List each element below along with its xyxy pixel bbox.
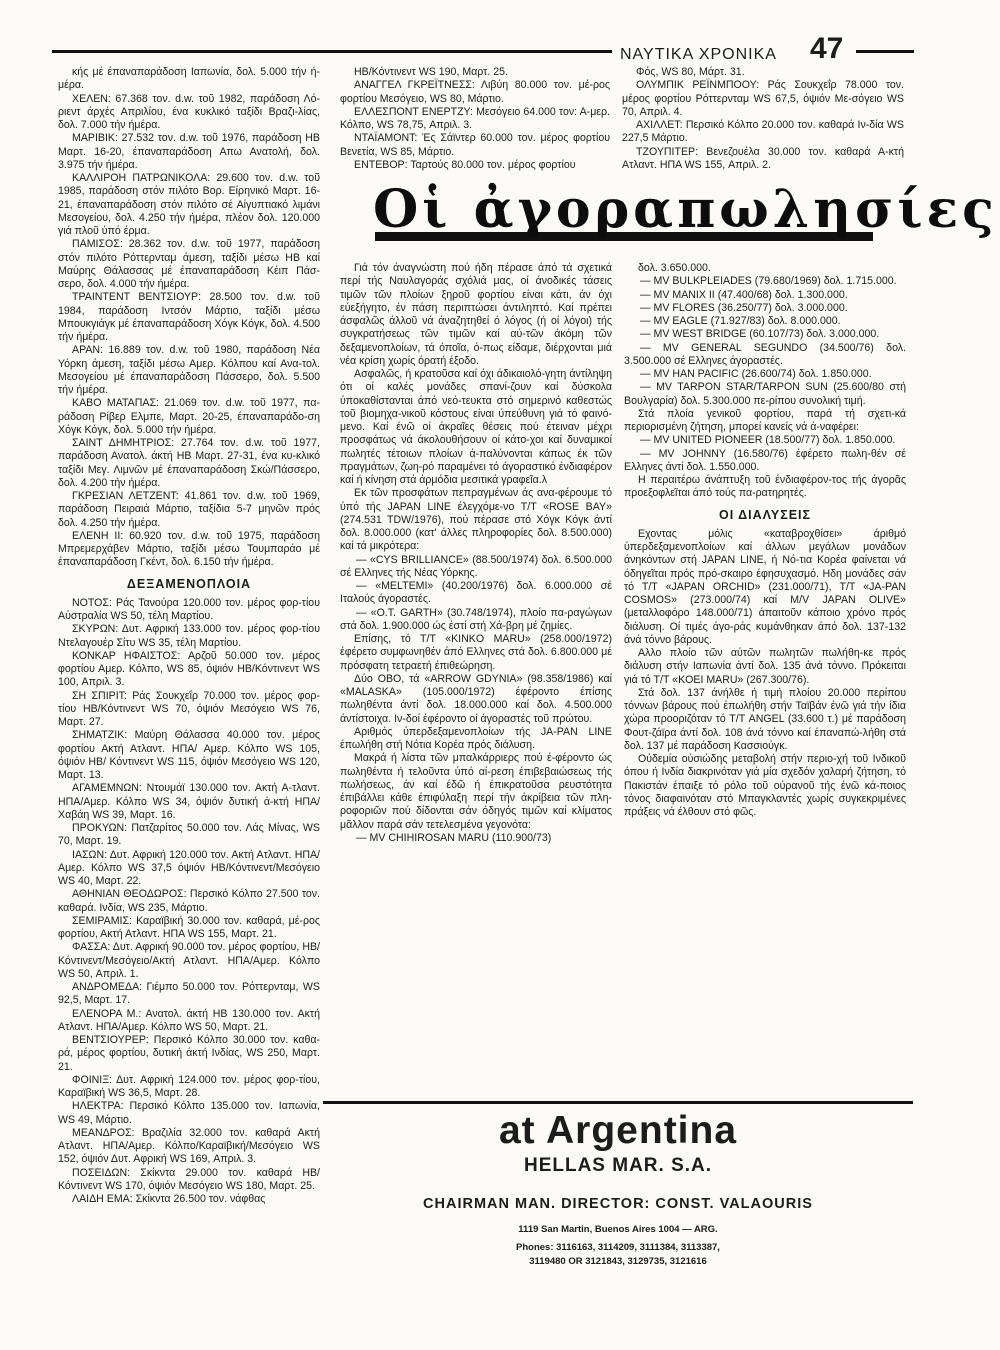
charter-entry: ΚΑΛΛΙΡΟΗ ΠΑΤΡΩΝΙΚΟΛΑ: 29.600 τον. d.w. τοῦ 1985, παράδοση στόν πιλότο Βορ. Είρηνικό Μαρτ. 16-21, έπαναπαράδοση στόν πιλότο σέ Αίγυπτιακό λιμάνι Μεσογείου, δολ. 4.250 τήν ήμέρα, πλέον δολ. 120.000 γιά πλοῦ ύπό έρμα.: [58, 172, 320, 237]
publication-title: ΝΑΥΤΙΚΑ ΧΡΟΝΙΚΑ: [620, 46, 777, 63]
tanker-entry: ΙΑΣΩΝ: Δυτ. Αφρική 120.000 τον. Ακτή Ατλαντ. ΗΠΑ/Αμερ. Κόλπο WS 37,5 όψιόν HB/Κόντινεντ/Μεσόγειο WS 40, Μαρτ. 22.: [58, 848, 320, 887]
charter-entry: ΜΑΡΙΒΙΚ: 27.532 τον. d.w. τοῦ 1976, παράδοση HB Μαρτ. 16-20, έπαναπαράδοση Απω Ανατολή, δολ. 3.975 τήν ήμέρα.: [58, 132, 320, 171]
tanker-entry: ΣΚΥΡΩΝ: Δυτ. Αφρική 133.000 τον. μέρος φορ-τίου Ντελαγουέρ Σίτυ WS 35, τέλη Μαρτίου.: [58, 623, 320, 649]
tanker-entry: ΠΟΣΕΙΔΩΝ: Σκίκντα 29.000 τον. καθαρά HB/Κόντινεντ WS 170, όψιόν Μεσόγειο WS 180, Μαρτ. 25.: [58, 1166, 320, 1192]
article-paragraph: — MV HAN PACIFIC (26.600/74) δολ. 1.850.000.: [640, 368, 872, 380]
tanker-entry: ΣΗΜΑΤΖΙΚ: Μαύρη Θάλασσα 40.000 τον. μέρος φορτίου Ακτή Ατλαντ. ΗΠΑ/ Αμερ. Κόλπο WS 105, όψιόν HB/ Κόντινεντ WS 115, όψιόν Μεσόγειο WS 120, Μαρτ. 13.: [58, 729, 320, 781]
header-rule-right: [856, 50, 914, 53]
article-paragraph: Αλλο πλοίο τῶν αύτῶν πωλητῶν πωλήθη-κε πρός διάλυση στήν Ιαπωνία άντί δολ. 135 άνά τόννο. Πρόκειται γιά τό Τ/Τ «KOEI MARU» (267.300/76).: [624, 647, 906, 686]
ad-company: HELLAS MAR. S.A.: [523, 1155, 713, 1176]
column-2-continued: [340, 66, 610, 171]
article-paragraph: Επίσης, τό Τ/Τ «KINKO MARU» (258.000/1972) έφέρετο συμφωνηθέν άπό Ελληνες στά δολ. 6.800.000 μέ πρόσφατη τετραετή έπιθεώρηση.: [340, 633, 612, 672]
article-paragraph: — «CYS BRILLIANCE» (88.500/1974) δολ. 6.500.000 σέ Ελληνες τής Νέας Υόρκης.: [340, 553, 612, 579]
charter-entry: κής μέ έπαναπαράδοση Ιαπωνία, δολ. 5.000 τήν ή-μέρα.: [58, 66, 320, 92]
article-paragraph: — MV TARPON STAR/TARPON SUN (25.600/80 στή Βουλγαρία) δολ. 5.300.000 πε-ρίπου συνολική τιμή.: [624, 381, 906, 407]
tanker-entry: ΜΕΑΝΔΡΟΣ: Βραζιλία 32.000 τον. καθαρά Ακτή Ατλαντ. ΗΠΑ/Αμερ. Κόλπο/Καραϊβική/Μεσόγειο WS 152, όψιόν Δυτ. Αφρική WS 169, Απριλ. 3.: [58, 1126, 320, 1166]
article-paragraph: — MV JOHNNY (16.580/76) έφέρετο πωλη-θέν σέ Ελληνες άντί δολ. 1.550.000.: [624, 447, 906, 473]
charter-entry: ΚΑΒΟ ΜΑΤΑΠΑΣ: 21.069 τον. d.w. τοῦ 1977, πα-ράδοση Ρίβερ Ελμπε, Μαρτ. 20-25, έπαναπαράδο-ση Χόγκ Κόγκ, δολ. 5.000 τήν ήμέρα.: [58, 397, 320, 436]
article-paragraph: Δύο OBO, τά «ARROW GDYNIA» (98.358/1986) καί «MALASKA» (105.000/1972) έφέροντο έπίσης πωληθέντα άντί δολ. 18.000.000 καί δολ. 4.500.000 άντίστοιχα. Ιν-δοί έφέροντο οί άγοραστές τοῦ πρώτου.: [340, 672, 612, 725]
charter-entry: ΧΕΛΕΝ: 67.368 τον. d.w. τοῦ 1982, παράδοση Λό-ριεντ άρχές Απριλίου, ένα κυκλικό ταξίδι Βραζι-λίας, δολ. 7.000 τήν ήμέρα.: [58, 92, 320, 131]
tanker-entry: Φός, WS 80, Μάρτ. 31.: [636, 66, 745, 78]
charter-entry: ΠΑΜΙΣΟΣ: 28.362 τον. d.w. τοῦ 1977, παράδοση στόν πιλότο Ρόττερνταμ άμεση, ταξίδι μέσω HB καί Μαύρης Θάλασσας μέ έπαναπαράδοση Κέιπ Πάσ-σερο, δολ. 4.000 τήν ήμέρα.: [58, 238, 320, 290]
ad-phones-2: 3119480 OR 3121843, 3129735, 3121616: [529, 1256, 707, 1267]
article-paragraph: — MV FLORES (36.250/77) δολ. 3.000.000.: [640, 301, 848, 314]
charter-entry: ΣΑΙΝΤ ΔΗΜΗΤΡΙΟΣ: 27.764 τον. d.w. τοῦ 1977, παράδοση Ανατολ. άκτή HB Μαρτ. 27-31, ένα κυ-κλικό ταξίδι Μεγ. Λιμνῶν μέ έπαναπαράδοση Σκώ/Πάσσερο, δολ. 4.200 τήν ήμέρα.: [58, 437, 320, 489]
tanker-entry: ΚΟΝΚΑΡ ΗΦΑΙΣΤΟΣ: Αρζοῦ 50.000 τον. μέρος φορτίου Αμερ. Κόλπο, WS 85, όψιόν HB/Κόντινεντ WS 100, Απριλ. 3.: [58, 649, 320, 689]
charter-entry: ΤΡΑΙΝΤΕΝΤ ΒΕΝΤΣΙΟΥΡ: 28.500 τον. d.w. τοῦ 1984, παράδοση Ιντσόν Μάρτιο, ταξίδι μέσω Μπουκγιάγκ μέ έπαναπαράδοση Χόγκ Κόγκ, δολ. 4.500 τήν ήμέρα.: [58, 291, 320, 343]
article-paragraph: Η περαιτέρω άνάπτυξη τοῦ ένδιαφέρον-τος τής άγορᾶς προεξοφλεῖται άπό τούς πα-ρατηρητές.: [624, 474, 906, 500]
ad-director: CHAIRMAN MAN. DIRECTOR: CONST. VALAOURIS: [423, 1196, 813, 1212]
charter-entry: ΕΛΕΝΗ ΙΙ: 60.920 τον. d.w. τοῦ 1975, παράδοση Μπρεμερχάβεν Μάρτιο, ταξίδι μέσω Τουμπαράο μέ έπαναπαράδοση Γκέντ, δολ. 6.150 τήν ήμέρα.: [58, 529, 320, 569]
tanker-entry: ΕΛΕΝΟΡΑ Μ.: Ανατολ. άκτή HB 130.000 τον. Ακτή Ατλαντ. ΗΠΑ/Αμερ. Κόλπο WS 50, Μαρτ. 21.: [58, 1007, 320, 1033]
tanker-entry: HB/Κόντινεντ WS 190, Μαρτ. 25.: [354, 66, 508, 78]
charter-list: [58, 66, 320, 570]
section-heading-tankers: ΔΕΞΑΜΕΝΟΠΛΟΙΑ: [126, 576, 252, 591]
tanker-entry: ΠΡΟΚΥΩΝ: Πατζαρίτος 50.000 τον. Λάς Μίνας, WS 70, Μαρτ. 19.: [58, 822, 320, 848]
tanker-entry: ΑΝΔΡΟΜΕΔΑ: Γιέμπο 50.000 τον. Ρόττερνταμ, WS 92,5, Μαρτ. 17.: [58, 981, 320, 1007]
article-paragraph: Ασφαλῶς, ή κρατοῦσα καί όχι άδικαιολό-γητη άντίληψη ότι οί καλές μονάδες σπανί-ζουν καί δύσκολα ύποκαθίστανται άπό νεό-τευκτα στό σημερινό καθεστώς τοῦ βιομηχα-νικοῦ κόστους είναι ύπεύθυνη γιά τό φαινό-μενο. Καί ένῶ οί άκραῖες θέσεις πού έτειναν μέχρι προσφάτως νά άκολουθήσουν οί κάτο-χοι καί δυναμικοί πωλητές τέτοιων πλοίων ά-παλύνονται κάπως έκ τῶν πραγμάτων, ζωη-ρό παραμένει τό άγοραστικό ένδιαφέρον καί ή κίνηση στά άρμόδια μεσιτικά γραφεῖα.λ: [340, 368, 612, 486]
article-paragraph: — MV CHIHIROSAN MARU (110.900/73): [356, 831, 552, 844]
tanker-entry: ΑΧΙΛΛΕΤ: Περσικό Κόλπο 20.000 τον. καθαρά Ιν-δία WS 227,5 Μάρτιο.: [622, 119, 904, 145]
article-paragraph: δολ. 3.650.000.: [638, 262, 711, 274]
article-column-1: [340, 262, 612, 1092]
article-paragraph: Στά πλοία γενικοῦ φορτίου, παρά τή σχετι-κά περιορισμένη ζήτηση, μπορεί κανείς νά ά-ναφέρει:: [624, 407, 906, 433]
tanker-entry: ΗΛΕΚΤΡΑ: Περσικό Κόλπο 135.000 τον. Ιαπωνία, WS 49, Μάρτιο.: [58, 1100, 320, 1126]
tanker-entry: ΣΗ ΣΠΙΡΙΤ: Ράς Σουκχεΐρ 70.000 τον. μέρος φορ-τίου HB/Κόντινεντ WS 70, όψιόν Μεσόγειο WS 76, Μαρτ. 27.: [58, 689, 320, 728]
ad-address: 1119 San Martin, Buenos Aires 1004 — ARG.: [518, 1224, 718, 1235]
tanker-entry: ΕΝΤΕΒΟΡ: Ταρτούς 80.000 τον. μέρος φορτίου: [354, 158, 576, 171]
ad-phones: Phones: 3116163, 3114209, 3111384, 3113387,: [516, 1241, 720, 1253]
article-paragraph: Αριθμός ύπερδεξαμενοπλοίων τής JA-PAN LINE έπωλήθη στή Νότια Κορέα πρός διάλυση.: [340, 725, 612, 751]
column-charters-tankers: [58, 66, 320, 1326]
article-paragraph: — MV MANIX II (47.400/68) δολ. 1.300.000.: [640, 288, 848, 301]
article-paragraph: — «MELTEMI» (40.200/1976) δολ. 6.000.000 σέ Ιταλούς άγοραστές.: [340, 580, 612, 606]
article-paragraph: Ούδεμία ούσιώδης μεταβολή στήν περιο-χή τοῦ Ινδικοῦ όπου ή Ινδία διακρινόταν γιά μία σχεδόν χαλαρή ζήτηση, τό Πακιστάν έπαιξε τό ρόλο τοῦ ούρανοῦ τής ένῶ κά-ποιος τόνος διαφαινόταν στό Μπαγκλαντές χωρίς συγκεκριμένες πράξεις νά έλθουν στό φῶς.: [624, 753, 906, 818]
tanker-entry: ΝΤΑΪΑΜΟΝΤ: Ές Σάϊντερ 60.000 τον. μέρος φορτίου Βενετία, WS 85, Μάρτιο.: [340, 132, 610, 158]
article-paragraph: Μακρά ή λίστα τῶν μπαλκάρριερς πού έ-φέροντο ώς πωληθέντα ή τελοῦντα ύπό αί-ρεση έπιβεβαιώσεως τής πωλήσεως, άν καί έδῶ ή έπικρατοῦσα ρευστότητα έπιβάλλει κάθε έπιφύλαξη περί τήν άκρίβεια τῶν πλη-ροφοριῶν πού δίδονται σάν όδηγός τιμῶν καί κλίματος μᾶλλον παρά σάν τετελεσμένα γεγονότα:: [340, 752, 612, 831]
article-column-2: [624, 262, 906, 1098]
page-number: 47: [810, 32, 844, 65]
header-rule-left: [52, 50, 612, 53]
section-heading-demolitions: ΟΙ ΔΙΑΛΥΣΕΙΣ: [718, 507, 812, 522]
article-paragraph: — MV GENERAL SEGUNDO (34.500/76) δολ. 3.500.000 σέ Ελληνες άγοραστές.: [624, 341, 906, 367]
article-paragraph: — MV EAGLE (71.927/83) δολ. 8.000.000.: [640, 315, 841, 327]
tanker-entry: ΣΕΜΙΡΑΜΙΣ: Καραϊβική 30.000 τον. καθαρά, μέ-ρος φορτίου, Ακτή Ατλαντ. ΗΠΑ WS 155, Μαρτ. 21.: [58, 914, 320, 940]
article-paragraph: Εχοντας μόλις «καταβροχθίσει» άριθμό ύπερδεξαμενοπλοίων καί άλλων μεγάλων μονάδων άνηκόντων στή JAPAN LINE, ή Νό-τια Κορέα φαίνεται νά όδηγεῖται πρός πρό-σκαιρο έφησυχασμό. Ηδη μονάδες σάν τό Τ/Τ «JAPAN ORCHID» (231.000/71), Τ/Τ «JA-PAN COSMOS» (273.000/74) καί M/V JAPAN OLIVE» (μεταλλοφόρο 148.000/71) άπαιτοῦν κάποιο χρόνο πρός διάλυση. Οί τιμές άγο-ράς κυμάνθηκαν άπό δολ. 137-132 άνά τόννο βάρους.: [624, 527, 906, 646]
tanker-entry: ΝΟΤΟΣ: Ράς Τανούρα 120.000 τον. μέρος φορ-τίου Αύστραλία WS 50, τέλη Μαρτίου.: [58, 596, 320, 622]
article-paragraph: Στά δολ. 137 άνήλθε ή τιμή πλοίου 20.000 περίπου τόννων βάρους πού έπωλήθη στήν Ταϊβάν ένῶ γιά τήν ίδια χώρα προοριζόταν τό Τ/Τ ANGEL (33.600 τ.) μέ παράδοση Φουτ-ζάϊρα άντί δολ. 108 άνά τόννο καί έπαναπώ-λήθη στά δολ. 137 μέ παράδοση Κασσιούγκ.: [624, 686, 906, 752]
advertisement: [323, 1108, 913, 1268]
demolition-paragraphs: [624, 528, 906, 820]
article-paragraph: Εκ τῶν προσφάτων πεπραγμένων άς ανα-φέρουμε τό ύπό τής JAPAN LINE έλεγχόμε-νο Τ/Τ «ROSE BAY» (274.531 TDW/1976), πού πέρασε στό Χόγκ Κόγκ άντί δολ. 8.000.000 (κατ' άλλες πληροφορίες δολ. 8.500.000) καί τά μικρότερα:: [340, 487, 612, 553]
tanker-entry: ΑΘΗΝΙΑΝ ΘΕΟΔΩΡΟΣ: Περσικό Κόλπο 27.500 τον. καθαρά. Ινδία, WS 235, Μάρτιο.: [58, 888, 320, 914]
ad-title: at Argentina: [498, 1109, 738, 1152]
headline-text: Οἱ ἀγοραπωλησίες: [373, 179, 998, 240]
ad-top-rule: [323, 1101, 913, 1104]
tanker-entry: ΦΑΣΣΑ: Δυτ. Αφρική 90.000 τον. μέρος φορτίου, HB/Κόντινεντ/Μεσόγειο/Ακτή Ατλαντ. ΗΠΑ/Αμερ. Κόλπο WS 50, Απριλ. 1.: [58, 941, 320, 980]
tanker-entry: ΦΟΙΝΙΞ: Δυτ. Αφρική 124.000 τον. μέρος φορ-τίου, Καραϊβική WS 36,5, Μαρτ. 28.: [58, 1073, 320, 1099]
article-headline: [373, 178, 998, 246]
article-paragraph: — MV BULKPLEIADES (79.680/1969) δολ. 1.715.000.: [640, 275, 897, 288]
tanker-entry: ΒΕΝΤΣΙΟΥΡΕΡ: Περσικό Κόλπο 30.000 τον. καθα-ρά, μέρος φορτίου, δυτική άκτή Ινδίας, WS 250, Μαρτ. 21.: [58, 1034, 320, 1073]
article-paragraph: — MV UNITED PIONEER (18.500/77) δολ. 1.850.000.: [640, 434, 896, 447]
charter-entry: ΑΡΑΝ: 16.889 τον. d.w. τοῦ 1980, παράδοση Νέα Υόρκη άμεση, ταξίδι μέσω Αμερ. Κόλπου καί Ανα-τολ. Μεσογείου μέ έπαναπαράδοση Πάσσερο, δολ. 5.500 τήν ήμέρα.: [58, 344, 320, 396]
tanker-entry: ΤΖΟΥΠΙΤΕΡ: Βενεζουέλα 30.000 τον. καθαρά Α-κτή Ατλαντ. ΗΠΑ WS 155, Απριλ. 2.: [622, 145, 904, 171]
charter-entry: ΓΚΡΕΣΙΑΝ ΛΕΤΖΕΝΤ: 41.861 τον. d.w. τοῦ 1969, παράδοση Πειραιά Μάρτιο, ταξίδια 5-7 μηνῶν πρός δολ. 4.250 τήν ήμέρα.: [58, 490, 320, 529]
sales-list: [624, 262, 906, 501]
tanker-entry: ΕΛΛΕΣΠΟΝΤ ΕΝΕΡΤΖΥ: Μεσόγειο 64.000 τον: Α-μερ. Κόλπο, WS 78,75, Απριλ. 3.: [340, 105, 610, 131]
tanker-entry: ΛΑΙΔΗ ΕΜΑ: Σκίκντα 26.500 τον. νάφθας: [72, 1193, 266, 1205]
column-3-continued: [622, 66, 904, 176]
article-paragraph: Γιά τόν άναγνώστη πού ήδη πέρασε άπό τά σχετικά περί τής Ναυλαγοράς σχόλιά μας, οί άνοδικές τάσεις τιμῶν τῶν πλοίων ξηροῦ φορτίου είναι κάτι, άν όχι εύεξήγητο, έν πάση περιπτώσει άντιληπτό. Καί πρέπει άσφαλῶς άλλοῦ νά άναζητηθεί ό λόγος (ή οί λόγοι) τής συγκρατήσεως τῶν τιμῶν καί αύ-τῶν άκόμη τῶν δεξαμενοπλοίων, τά όποῖα, ό-πως είδαμε, διέρχονται μιά νέα κρίση χωρίς όρατή έξοδο.: [340, 262, 612, 367]
tanker-entry: ΑΓΑΜΕΜΝΩΝ: Ντουμάϊ 130.000 τον. Ακτή Α-τλαντ. ΗΠΑ/Αμερ. Κόλπο WS 34, όψιόν δυτική ά-κτή ΗΠΑ/Χαβάη WS 39, Μαρτ. 16.: [58, 782, 320, 821]
article-paragraph: — «O.T. GARTH» (30.748/1974), πλοίο πα-ραγώγων στά δολ. 1.900.000 ώς έστί στή Χά-βρη μέ ζημίες.: [340, 606, 612, 632]
tanker-list: [58, 597, 320, 1207]
tanker-entry: ΟΛΥΜΠΙΚ ΡΕΪΝΜΠΟΟΥ: Ράς Σουκχεΐρ 78.000 τον. μέρος φορτίου Ρόττερνταμ WS 67,5, όψιόν Με-σόγειο WS 70, Απριλ. 4.: [622, 79, 904, 118]
article-paragraph: — MV WEST BRIDGE (60.107/73) δολ. 3.000.000.: [640, 328, 880, 341]
tanker-entry: ΑΝΑΓΓΕΛ ΓΚΡΕΪΤΝΕΣΣ: Λιβύη 80.000 τον. μέ-ρος φορτίου Μεσόγειο, WS 80, Μάρτιο.: [340, 79, 610, 105]
